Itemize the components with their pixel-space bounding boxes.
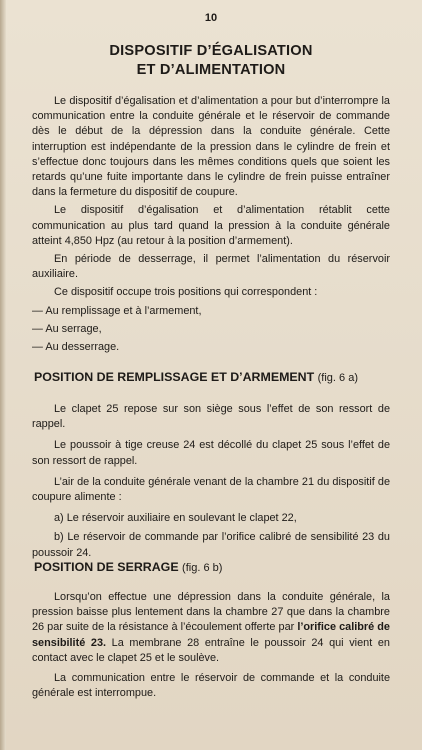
section-heading-remplissage	[34, 370, 358, 384]
section-1-body	[32, 402, 390, 561]
section-1-paragraph-3: L’air de la conduite générale venant de la chambre 21 du dispositif de coupure alimente :	[32, 475, 390, 504]
section-1-item-b: b) Le réservoir de commande par l’orifice calibré de sensibilité 23 du poussoir 24.	[32, 531, 390, 559]
section-1-paragraph-1: Le clapet 25 repose sur son siège sous l’effet de son ressort de rappel.	[32, 403, 390, 431]
page-number: 10	[204, 12, 218, 24]
intro-section	[32, 94, 390, 355]
intro-paragraph-1: Le dispositif d’égalisation et d’alimentation a pour but d’interrompre la communication entre la conduite générale et le réservoir de commande dès le début de la dépression dans la conduite générale. Cette interruption est indépendante de la pression dans le cylindre de frein et s’effectue donc toujours dans les mêmes conditions quels que soient les retards qu’une fuite importante dans le cylindre de frein puisse entraîner dans la fermeture du dispositif de coupure.	[32, 95, 390, 199]
section-heading-text: POSITION DE SERRAGE	[34, 560, 179, 574]
section-2-text-end: La membrane 28 entraîne le poussoir 24 qui vient en contact avec le clapet 25 et le soulève.	[32, 636, 390, 664]
intro-paragraph-2: Le dispositif d’égalisation et d’alimentation rétablit cette communication au plus tard quand la pression à la conduite générale atteint 4,850 Hpz (au retour à la position d’armement).	[32, 204, 390, 247]
section-heading-serrage	[34, 560, 222, 574]
page-title	[0, 42, 422, 80]
intro-paragraph-3: En période de desserrage, il permet l’alimentation du réservoir auxiliaire.	[32, 253, 390, 281]
section-2-text-start: Lorsqu’on effectue une dépression dans la conduite générale, la pression baisse plus lentement dans la chambre 27 que dans la chambre 26 par suite de la résistance à l’écoulement offerte par	[32, 591, 390, 634]
list-item-1: — Au remplissage et à l’armement,	[32, 304, 202, 317]
section-1-item-a: a) Le réservoir auxiliaire en soulevant le clapet 22,	[54, 512, 297, 525]
title-line-1: DISPOSITIF D’ÉGALISATION	[109, 43, 313, 59]
list-item-2: — Au serrage,	[32, 322, 102, 335]
list-item-3: — Au desserrage.	[32, 341, 120, 354]
section-1-paragraph-2: Le poussoir à tige creuse 24 est décollé du clapet 25 sous l’effet de son ressort de rappel.	[32, 439, 390, 467]
section-2-paragraph-2: La communication entre le réservoir de commande et la conduite générale est interrompue.	[32, 672, 390, 700]
page-edge-shadow	[0, 0, 6, 750]
section-heading-text: POSITION DE REMPLISSAGE ET D’ARMEMENT	[34, 370, 315, 384]
title-line-2: ET D’ALIMENTATION	[136, 62, 286, 78]
intro-paragraph-4: Ce dispositif occupe trois positions qui correspondent :	[54, 286, 318, 299]
section-2-paragraph-1	[32, 590, 390, 666]
figure-reference: (fig. 6 a)	[317, 372, 358, 384]
section-2-body	[32, 590, 390, 701]
section-2-bold-text: l’orifice calibré de sensibilité 23.	[32, 621, 390, 649]
figure-reference: (fig. 6 b)	[182, 562, 223, 574]
